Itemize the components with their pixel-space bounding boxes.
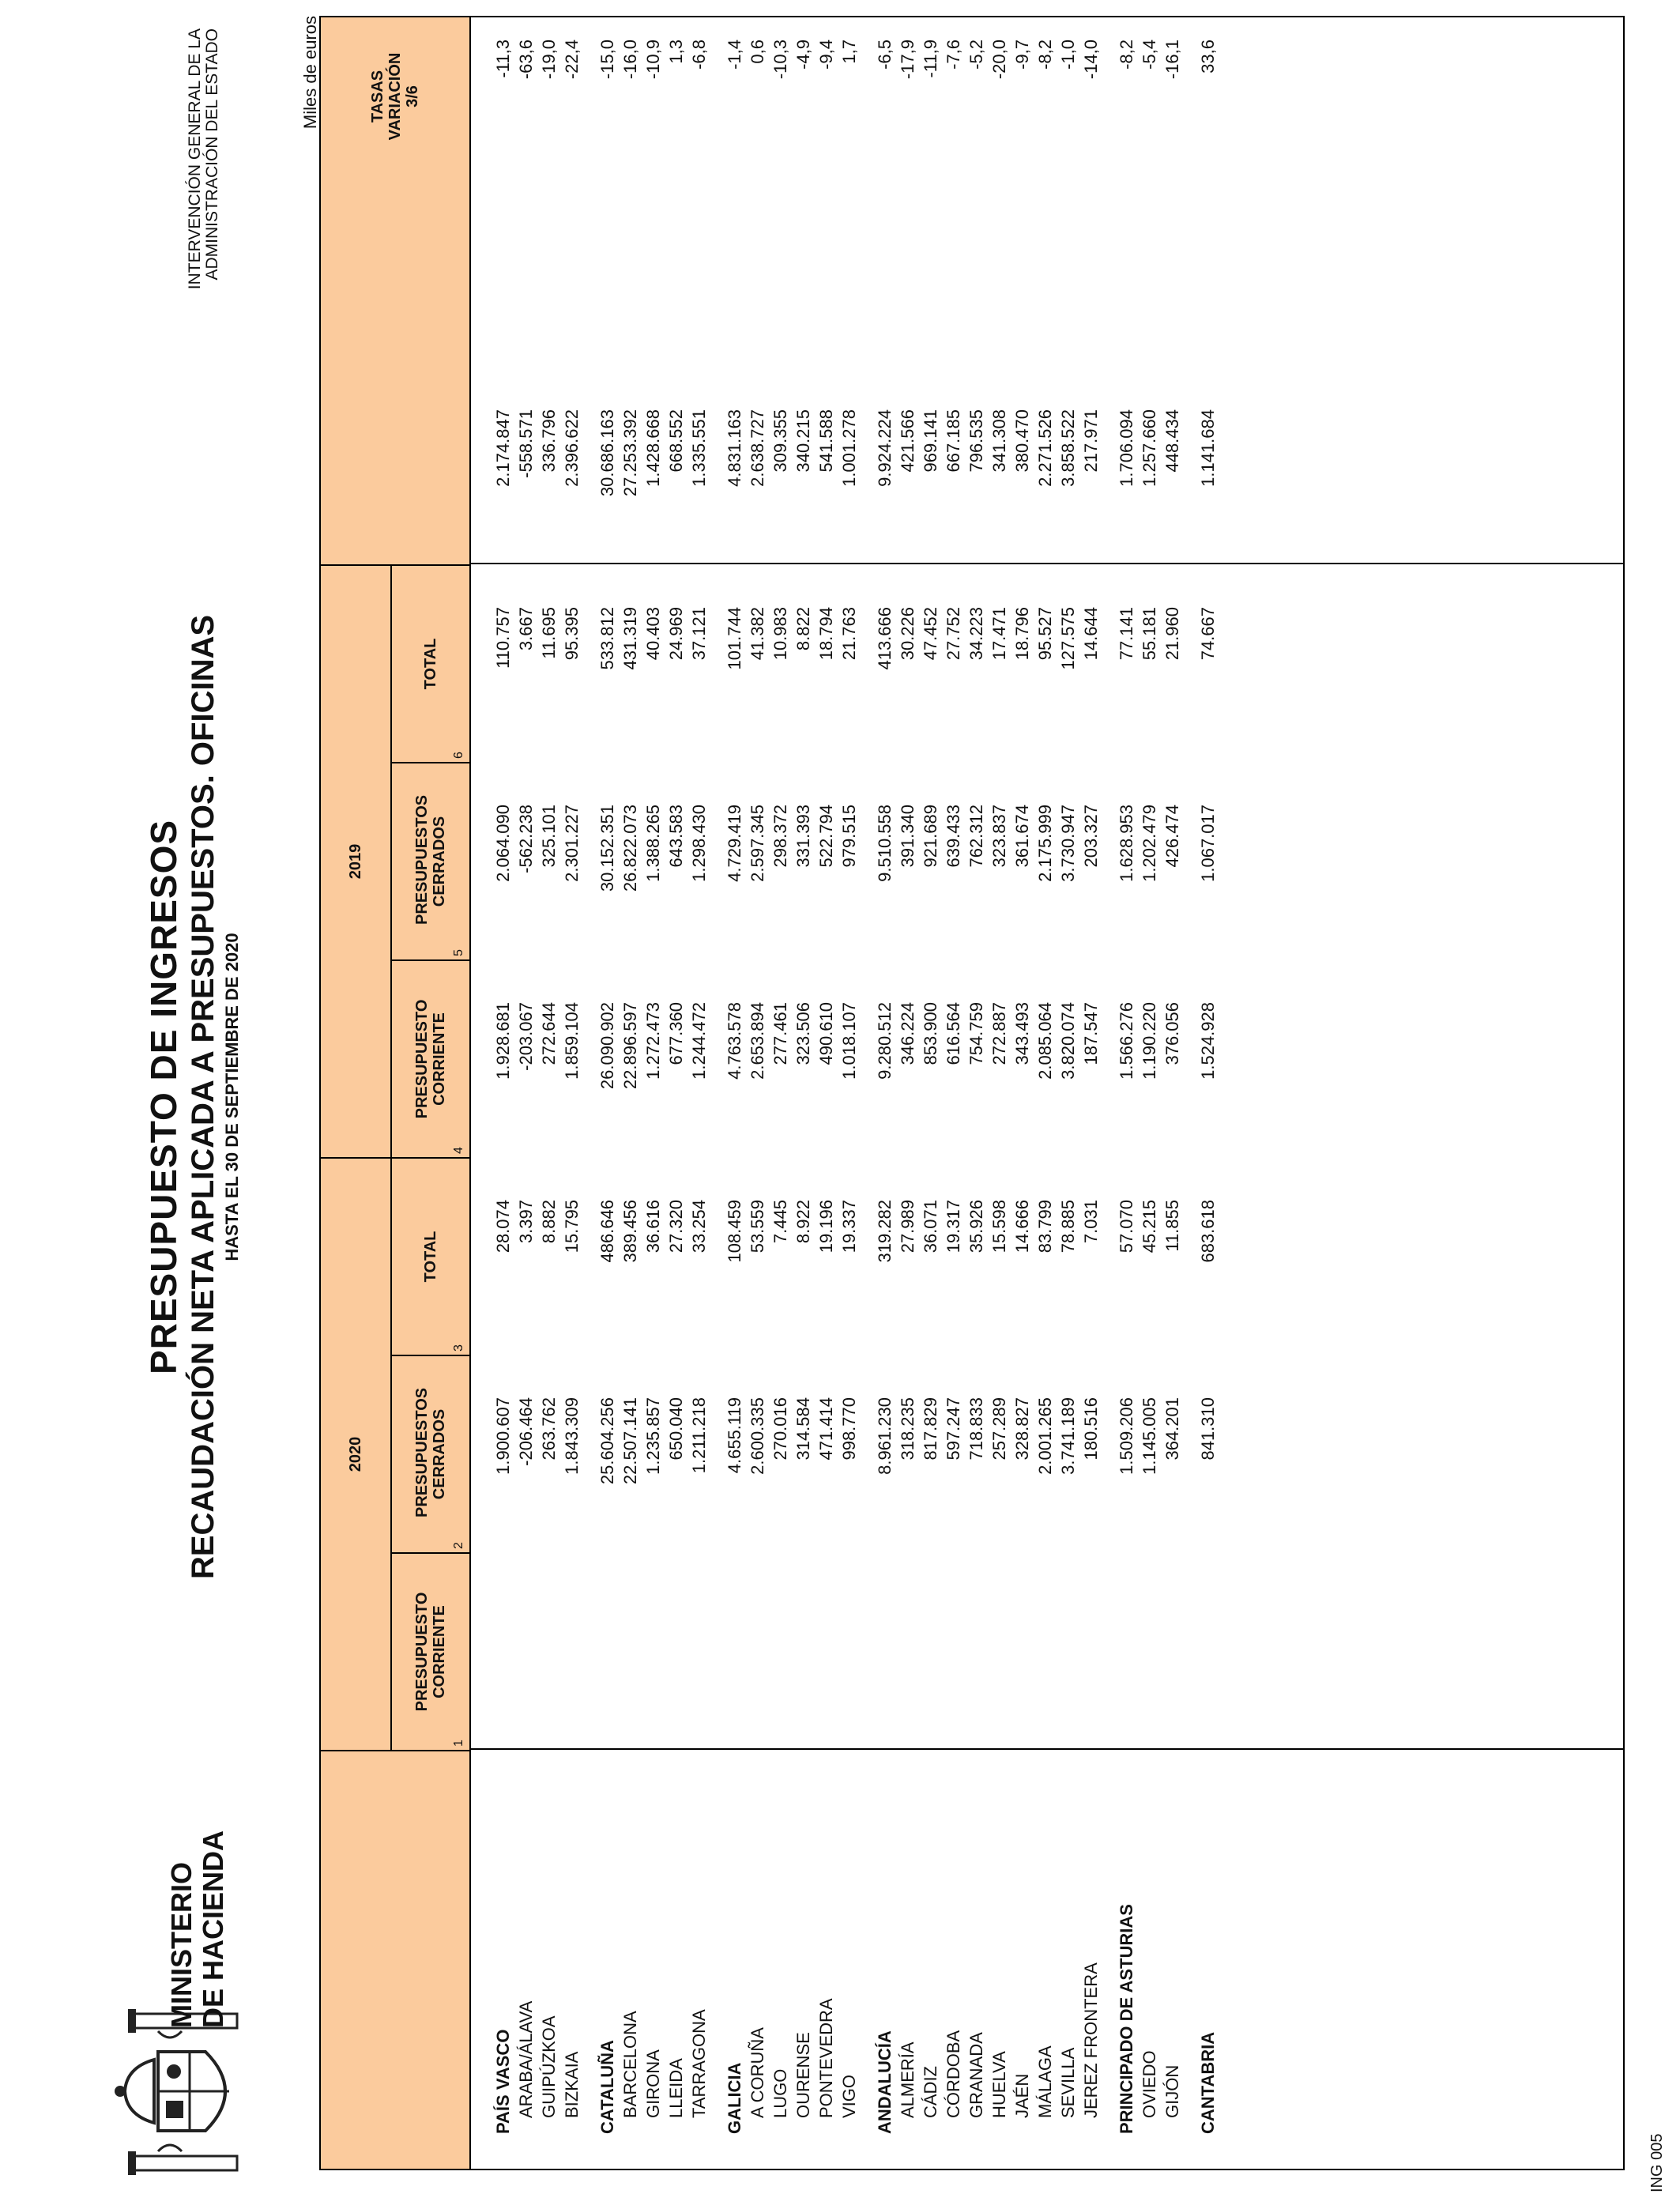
cell-col-2: 319.282 (875, 1200, 895, 1263)
cell-col-7: -16,1 (1162, 40, 1182, 80)
cell-col-3: 1.190.220 (1139, 1002, 1159, 1080)
cell-col-5: 21.960 (1162, 607, 1182, 661)
column-number-3: 3 (452, 1344, 465, 1351)
cell-col-2: 683.618 (1198, 1200, 1218, 1263)
cell-col-1: 597.247 (944, 1397, 963, 1461)
cell-col-6: 448.434 (1162, 409, 1182, 473)
cell-col-4: 1.388.265 (643, 805, 663, 882)
cell-col-2: 7.031 (1081, 1200, 1101, 1244)
cell-col-5: 95.527 (1035, 607, 1055, 661)
cell-col-1: 180.516 (1081, 1397, 1101, 1461)
header-blank-cell (321, 1750, 471, 2169)
office-row (919, 17, 942, 2169)
header-year-2020: 2020 (321, 1157, 392, 1750)
cell-col-4: 522.794 (816, 805, 836, 868)
header-tasas-variacion (321, 17, 471, 564)
cell-col-3: 26.090.902 (597, 1002, 617, 1090)
cell-col-7: 1,3 (666, 40, 686, 64)
units-label: Miles de euros (300, 16, 320, 130)
cell-col-6: 668.552 (666, 409, 686, 473)
cell-col-3: 1.859.104 (562, 1002, 582, 1080)
cell-col-7: -19,0 (539, 40, 559, 80)
cell-col-1: 817.829 (921, 1397, 940, 1461)
cell-col-7: -16,0 (620, 40, 640, 80)
row-label: CÓRDOBA (944, 2030, 963, 2118)
cerrados-2020-label: PRESUPUESTOS CERRADOS (413, 1387, 448, 1517)
cell-col-2: 14.666 (1012, 1200, 1032, 1253)
page-code: ING 005 (1648, 2133, 1666, 2192)
cell-col-4: 2.597.345 (748, 805, 767, 882)
corriente-2020-label: PRESUPUESTO CORRIENTE (413, 1592, 448, 1712)
region-total-row (1115, 17, 1138, 2169)
cell-col-3: 2.653.894 (748, 1002, 767, 1080)
page-subtitle: RECAUDACIÓN NETA APLICADA A PRESUPUESTOS. OFICINAS (186, 614, 220, 1580)
cell-col-4: 979.515 (839, 805, 859, 868)
cell-col-3: 376.056 (1162, 1002, 1182, 1065)
cell-col-4: 298.372 (770, 805, 790, 868)
region-total-row (1196, 17, 1219, 2169)
cell-col-5: 95.395 (562, 607, 582, 661)
cell-col-2: 8.882 (539, 1200, 559, 1244)
cell-col-1: 22.507.141 (620, 1397, 640, 1485)
cell-col-5: 10.983 (770, 607, 790, 661)
cell-col-6: 2.174.847 (493, 409, 513, 487)
cell-col-4: 1.067.017 (1198, 805, 1218, 882)
cell-col-4: 2.175.999 (1035, 805, 1055, 882)
cell-col-6: 541.588 (816, 409, 836, 473)
cell-col-5: 11.695 (539, 607, 559, 659)
cell-col-5: 74.667 (1198, 607, 1218, 661)
cell-col-3: 22.896.597 (620, 1002, 640, 1090)
cell-col-4: 1.298.430 (689, 805, 709, 882)
cell-col-1: 8.961.230 (875, 1397, 895, 1475)
cell-col-6: 1.335.551 (689, 409, 709, 487)
office-row (1161, 17, 1184, 2169)
cell-col-5: 77.141 (1117, 607, 1136, 661)
cell-col-3: 1.928.681 (493, 1002, 513, 1080)
revenue-table (319, 16, 1625, 2170)
cell-col-6: 1.428.668 (643, 409, 663, 487)
cell-col-1: 2.001.265 (1035, 1397, 1055, 1475)
table-header (321, 17, 471, 2169)
agency-line-2: ADMINISTRACIÓN DEL ESTADO (203, 28, 221, 281)
cell-col-7: 33,6 (1198, 40, 1218, 74)
cell-col-1: 364.201 (1162, 1397, 1182, 1461)
cell-col-4: -562.238 (516, 805, 536, 873)
cell-col-2: 36.071 (921, 1200, 940, 1253)
cell-col-1: 314.584 (793, 1397, 813, 1461)
cell-col-7: -20,0 (989, 40, 1009, 80)
cell-col-6: 4.831.163 (725, 409, 744, 487)
cell-col-4: 1.628.953 (1117, 805, 1136, 882)
cell-col-6: 341.308 (989, 409, 1009, 473)
cell-col-2: 35.926 (966, 1200, 986, 1253)
cell-col-2: 3.397 (516, 1200, 536, 1244)
cell-col-3: 9.280.512 (875, 1002, 895, 1080)
cell-col-6: 27.253.392 (620, 409, 640, 497)
cell-col-3: 346.224 (898, 1002, 917, 1065)
cell-col-2: 28.074 (493, 1200, 513, 1253)
cell-col-1: 718.833 (966, 1397, 986, 1461)
cell-col-2: 389.456 (620, 1200, 640, 1263)
header-year-2019: 2019 (321, 564, 392, 1157)
cell-col-2: 57.070 (1117, 1200, 1136, 1253)
cell-col-7: -22,4 (562, 40, 582, 80)
row-label: JEREZ FRONTERA (1081, 1962, 1101, 2118)
cell-col-2: 27.989 (898, 1200, 917, 1253)
cell-col-2: 108.459 (725, 1200, 744, 1263)
office-row (665, 17, 687, 2169)
cell-col-4: 762.312 (966, 805, 986, 868)
office-row (896, 17, 919, 2169)
row-label: ARABA/ÁLAVA (516, 2000, 536, 2118)
cell-col-5: 55.181 (1139, 607, 1159, 661)
cell-col-5: 8.822 (793, 607, 813, 651)
cell-col-4: 361.674 (1012, 805, 1032, 868)
office-row (769, 17, 792, 2169)
cell-col-7: -15,0 (597, 40, 617, 80)
cell-col-5: 18.794 (816, 607, 836, 661)
row-label: A CORUÑA (748, 2027, 767, 2118)
header-corriente-2019 (392, 959, 471, 1157)
cell-col-3: 1.272.473 (643, 1002, 663, 1080)
cell-col-2: 7.445 (770, 1200, 790, 1244)
cell-col-5: 413.666 (875, 607, 895, 670)
cell-col-3: 1.566.276 (1117, 1002, 1136, 1080)
cell-col-4: 2.301.227 (562, 805, 582, 882)
row-label: SEVILLA (1058, 2047, 1078, 2118)
row-label: OURENSE (793, 2032, 813, 2118)
cell-col-4: 921.689 (921, 805, 940, 868)
cell-col-6: 217.971 (1081, 409, 1101, 473)
cell-col-7: -4,9 (793, 40, 813, 70)
cell-col-1: 1.900.607 (493, 1397, 513, 1475)
header-corriente-2020 (392, 1552, 471, 1750)
region-total-row (723, 17, 746, 2169)
cell-col-4: 643.583 (666, 805, 686, 868)
row-label: GIRONA (643, 2049, 663, 2118)
title-block (142, 553, 243, 1641)
row-label: CATALUÑA (597, 2040, 617, 2134)
cell-col-5: 431.319 (620, 607, 640, 670)
cell-col-6: 3.858.522 (1058, 409, 1078, 487)
office-row (746, 17, 769, 2169)
cell-col-5: 14.644 (1081, 607, 1101, 661)
row-label: HUELVA (989, 2051, 1009, 2118)
row-label: MÁLAGA (1035, 2045, 1055, 2118)
cell-col-5: 18.796 (1012, 607, 1032, 661)
row-label: BARCELONA (620, 2011, 640, 2118)
cell-col-7: -1,4 (725, 40, 744, 70)
cell-col-5: 34.223 (966, 607, 986, 661)
ministry-line-2: DE HACIENDA (197, 1830, 229, 2028)
cell-col-6: 1.257.660 (1139, 409, 1159, 487)
cell-col-1: 1.235.857 (643, 1397, 663, 1475)
cell-col-7: -11,3 (493, 40, 513, 78)
cell-col-1: 25.604.256 (597, 1397, 617, 1485)
row-label: LLEIDA (666, 2058, 686, 2118)
cell-col-7: -6,8 (689, 40, 709, 70)
row-label: GIJÓN (1162, 2064, 1182, 2118)
row-label: ALMERÍA (898, 2041, 917, 2118)
cell-col-4: 9.510.558 (875, 805, 895, 882)
tasas-label: TASAS VARIACIÓN 3/6 (369, 52, 421, 141)
cell-col-7: -5,4 (1139, 40, 1159, 70)
office-row (1057, 17, 1079, 2169)
cell-col-4: 325.101 (539, 805, 559, 868)
row-label: CÁDIZ (921, 2066, 940, 2118)
cell-col-1: -206.464 (516, 1397, 536, 1466)
cell-col-7: -10,3 (770, 40, 790, 80)
cell-col-5: 27.752 (944, 607, 963, 661)
cell-col-6: 1.706.094 (1117, 409, 1136, 487)
office-row (537, 17, 560, 2169)
cell-col-5: 47.452 (921, 607, 940, 661)
cell-col-2: 83.799 (1035, 1200, 1055, 1253)
cell-col-5: 17.471 (989, 607, 1009, 661)
agency-line-1: INTERVENCIÓN GENERAL DE LA (186, 28, 204, 290)
cell-col-7: -7,6 (944, 40, 963, 70)
cell-col-5: 21.763 (839, 607, 859, 661)
cell-col-2: 19.317 (944, 1200, 963, 1253)
office-row (619, 17, 642, 2169)
cell-col-5: 24.969 (666, 607, 686, 661)
cell-col-2: 15.795 (562, 1200, 582, 1253)
cell-col-2: 19.337 (839, 1200, 859, 1253)
cell-col-5: 40.403 (643, 607, 663, 661)
office-row (988, 17, 1011, 2169)
cell-col-5: 41.382 (748, 607, 767, 661)
cell-col-1: 841.310 (1198, 1397, 1218, 1461)
cell-col-3: 4.763.578 (725, 1002, 744, 1080)
cell-col-5: 3.667 (516, 607, 536, 651)
cell-col-7: -63,6 (516, 40, 536, 80)
cell-col-6: 1.141.684 (1198, 409, 1218, 487)
cell-col-1: 2.600.335 (748, 1397, 767, 1475)
ministry-name (166, 1830, 229, 2028)
cell-col-6: 340.215 (793, 409, 813, 473)
cell-col-6: 2.396.622 (562, 409, 582, 487)
date-line: HASTA EL 30 DE SEPTIEMBRE DE 2020 (222, 933, 242, 1261)
cell-col-3: 3.820.074 (1058, 1002, 1078, 1080)
cell-col-7: -8,2 (1035, 40, 1055, 70)
cell-col-5: 30.226 (898, 607, 917, 661)
row-label: ANDALUCÍA (875, 2030, 895, 2134)
cerrados-2019-label: PRESUPUESTOS CERRADOS (413, 794, 448, 925)
office-row (838, 17, 861, 2169)
cell-col-2: 78.885 (1058, 1200, 1078, 1253)
cell-col-7: -17,9 (898, 40, 917, 80)
cell-col-4: 331.393 (793, 805, 813, 868)
office-row (1011, 17, 1034, 2169)
office-row (1079, 17, 1102, 2169)
cell-col-2: 45.215 (1139, 1200, 1159, 1253)
cell-col-1: 328.827 (1012, 1397, 1032, 1461)
office-row (1034, 17, 1057, 2169)
ministry-line-1: MINISTERIO (165, 1861, 198, 2028)
cell-col-2: 8.922 (793, 1200, 813, 1244)
cell-col-1: 471.414 (816, 1397, 836, 1461)
cell-col-3: 272.644 (539, 1002, 559, 1065)
cell-col-4: 203.327 (1081, 805, 1101, 868)
cell-col-6: 421.566 (898, 409, 917, 473)
cell-col-2: 53.559 (748, 1200, 767, 1253)
row-label: PONTEVEDRA (816, 1998, 836, 2118)
cell-col-3: 1.524.928 (1198, 1002, 1218, 1080)
cell-col-1: 1.145.005 (1139, 1397, 1159, 1475)
row-label: GUIPÚZKOA (539, 2015, 559, 2118)
cell-col-6: 380.470 (1012, 409, 1032, 473)
cell-col-1: 1.843.309 (562, 1397, 582, 1475)
cell-col-3: 1.244.472 (689, 1002, 709, 1080)
cell-col-7: -10,9 (643, 40, 663, 80)
cell-col-5: 533.812 (597, 607, 617, 670)
cell-col-6: 667.185 (944, 409, 963, 473)
cell-col-4: 2.064.090 (493, 805, 513, 882)
column-number-6: 6 (452, 752, 465, 759)
page-title: PRESUPUESTO DE INGRESOS (143, 819, 184, 1375)
header-total-2019: TOTAL (392, 564, 471, 762)
cell-col-6: -558.571 (516, 409, 536, 478)
cell-col-3: 853.900 (921, 1002, 940, 1065)
cell-col-2: 15.598 (989, 1200, 1009, 1253)
header-cerrados-2020 (392, 1355, 471, 1552)
cell-col-6: 30.686.163 (597, 409, 617, 497)
cell-col-7: -9,7 (1012, 40, 1032, 70)
cell-col-3: 677.360 (666, 1002, 686, 1065)
cell-col-7: 1,7 (839, 40, 859, 64)
cell-col-4: 639.433 (944, 805, 963, 868)
cell-col-4: 3.730.947 (1058, 805, 1078, 882)
office-row (642, 17, 665, 2169)
cell-col-6: 2.638.727 (748, 409, 767, 487)
cell-col-3: 272.887 (989, 1002, 1009, 1065)
office-row (514, 17, 537, 2169)
cell-col-1: 1.509.206 (1117, 1397, 1136, 1475)
cell-col-1: 998.770 (839, 1397, 859, 1461)
row-label: GALICIA (725, 2062, 744, 2134)
row-label: OVIEDO (1139, 2050, 1159, 2118)
cell-col-7: -1,0 (1058, 40, 1078, 70)
cell-col-7: -14,0 (1081, 40, 1101, 80)
region-total-row (596, 17, 619, 2169)
office-row (815, 17, 838, 2169)
cell-col-5: 101.744 (725, 607, 744, 670)
cell-col-2: 19.196 (816, 1200, 836, 1253)
cell-col-2: 33.254 (689, 1200, 709, 1253)
cell-col-1: 4.655.119 (725, 1397, 744, 1474)
header-cerrados-2019 (392, 762, 471, 959)
region-total-row (492, 17, 514, 2169)
cell-col-5: 37.121 (689, 607, 709, 661)
cell-col-2: 36.616 (643, 1200, 663, 1253)
cell-col-7: 0,6 (748, 40, 767, 64)
cell-col-2: 27.320 (666, 1200, 686, 1253)
cell-col-3: 323.506 (793, 1002, 813, 1065)
cell-col-6: 969.141 (921, 409, 940, 473)
cell-col-7: -5,2 (966, 40, 986, 70)
row-label: LUGO (770, 2068, 790, 2118)
cell-col-3: 277.461 (770, 1002, 790, 1065)
cell-col-3: 490.610 (816, 1002, 836, 1065)
cell-col-3: 1.018.107 (839, 1002, 859, 1080)
row-label: PAÍS VASCO (493, 2029, 513, 2134)
row-label: VIGO (839, 2074, 859, 2118)
cell-col-4: 426.474 (1162, 805, 1182, 868)
cell-col-1: 257.289 (989, 1397, 1009, 1461)
agency-name (186, 28, 221, 289)
column-number-2: 2 (452, 1542, 465, 1549)
cell-col-6: 309.355 (770, 409, 790, 473)
cell-col-7: -9,4 (816, 40, 836, 70)
cell-col-4: 26.822.073 (620, 805, 640, 892)
cell-col-6: 2.271.526 (1035, 409, 1055, 487)
cell-col-4: 1.202.479 (1139, 805, 1159, 882)
row-label: BIZKAIA (562, 2051, 582, 2118)
office-row (560, 17, 583, 2169)
cell-col-4: 4.729.419 (725, 805, 744, 882)
cell-col-7: -11,9 (921, 40, 940, 78)
cell-col-2: 11.855 (1162, 1200, 1182, 1252)
cell-col-7: -8,2 (1117, 40, 1136, 70)
column-number-5: 5 (452, 949, 465, 956)
office-row (965, 17, 988, 2169)
cell-col-4: 323.837 (989, 805, 1009, 868)
cell-col-1: 263.762 (539, 1397, 559, 1461)
office-row (942, 17, 965, 2169)
cell-col-7: -6,5 (875, 40, 895, 70)
header-total-2020: TOTAL (392, 1157, 471, 1355)
row-label: GRANADA (966, 2032, 986, 2118)
office-row (687, 17, 710, 2169)
column-number-1: 1 (452, 1740, 465, 1747)
cell-col-2: 486.646 (597, 1200, 617, 1263)
column-number-4: 4 (452, 1147, 465, 1154)
row-label: JAÉN (1012, 2073, 1032, 2118)
cell-col-6: 336.796 (539, 409, 559, 473)
cell-col-3: -203.067 (516, 1002, 536, 1071)
cell-col-3: 616.564 (944, 1002, 963, 1065)
cell-col-3: 187.547 (1081, 1002, 1101, 1065)
cell-col-4: 30.152.351 (597, 805, 617, 892)
office-row (1138, 17, 1161, 2169)
cell-col-6: 796.535 (966, 409, 986, 473)
corriente-2019-label: PRESUPUESTO CORRIENTE (413, 999, 448, 1119)
cell-col-5: 127.575 (1058, 607, 1078, 670)
cell-col-3: 2.085.064 (1035, 1002, 1055, 1080)
cell-col-6: 9.924.224 (875, 409, 895, 487)
cell-col-1: 318.235 (898, 1397, 917, 1461)
cell-col-3: 754.759 (966, 1002, 986, 1065)
region-total-row (873, 17, 896, 2169)
cell-col-1: 3.741.189 (1058, 1397, 1078, 1475)
cell-col-4: 391.340 (898, 805, 917, 868)
row-label: PRINCIPADO DE ASTURIAS (1117, 1904, 1136, 2134)
cell-col-1: 650.040 (666, 1397, 686, 1461)
row-label: TARRAGONA (689, 2009, 709, 2118)
cell-col-3: 343.493 (1012, 1002, 1032, 1065)
cell-col-6: 1.001.278 (839, 409, 859, 487)
cell-col-1: 1.211.218 (689, 1397, 709, 1474)
office-row (792, 17, 815, 2169)
row-label: CANTABRIA (1198, 2031, 1218, 2134)
cell-col-5: 110.757 (493, 607, 513, 669)
cell-col-1: 270.016 (770, 1397, 790, 1461)
